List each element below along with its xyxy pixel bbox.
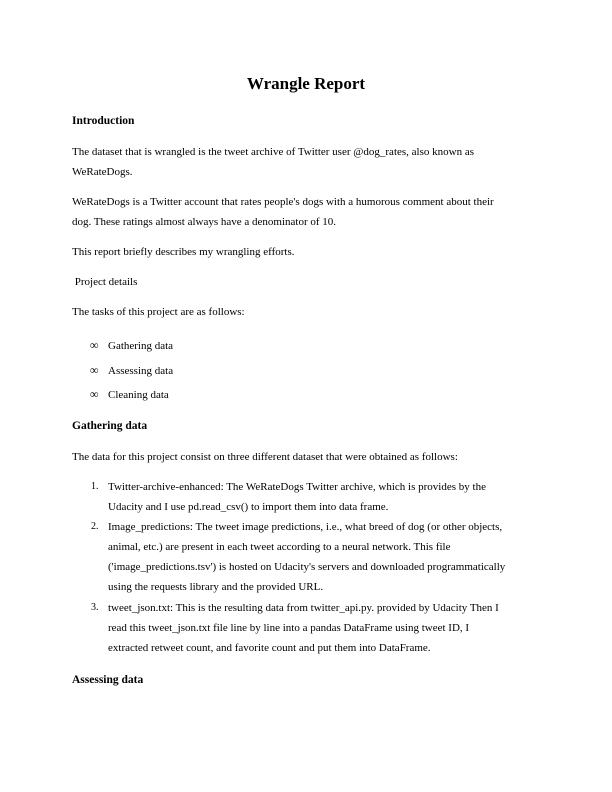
intro-p2-line: dog. These ratings almost always have a denominator of 10.	[72, 216, 337, 228]
heading-introduction: Introduction	[72, 115, 135, 127]
list-item-line: animal, etc.) are present in each tweet according to a neural network. This file	[108, 541, 451, 553]
infinity-bullet-icon: ∞	[90, 363, 99, 377]
intro-p1-line: WeRateDogs.	[72, 166, 133, 178]
intro-p3: This report briefly describes my wrangling efforts.	[72, 246, 295, 258]
infinity-bullet-icon: ∞	[90, 387, 99, 401]
tasks-intro: The tasks of this project are as follows:	[72, 306, 245, 318]
project-details-label: Project details	[72, 276, 138, 288]
list-item-line: using the requests library and the provided URL.	[108, 581, 324, 593]
intro-p1-line: The dataset that is wrangled is the tweet archive of Twitter user @dog_rates, also known as	[72, 146, 474, 158]
list-item-line: Image_predictions: The tweet image predictions, i.e., what breed of dog (or other objects,	[108, 521, 503, 533]
list-item-line: tweet_json.txt: This is the resulting data from twitter_api.py. provided by Udacity Then I	[108, 602, 499, 614]
list-item-line: extracted retweet count, and favorite count and put them into DataFrame.	[108, 642, 431, 654]
heading-assessing: Assessing data	[72, 674, 144, 686]
list-number: 3.	[91, 602, 99, 613]
intro-p2-line: WeRateDogs is a Twitter account that rates people's dogs with a humorous comment about their	[72, 196, 494, 208]
list-item-line: Twitter-archive-enhanced: The WeRateDogs Twitter archive, which is provides by the	[108, 481, 486, 493]
list-number: 2.	[91, 521, 99, 532]
gathering-intro: The data for this project consist on three different dataset that were obtained as follows:	[72, 451, 458, 463]
list-item-line: Udacity and I use pd.read_csv() to import them into data frame.	[108, 501, 389, 513]
task-item: Gathering data	[108, 340, 174, 352]
task-item: Cleaning data	[108, 389, 169, 401]
page-title: Wrangle Report	[246, 74, 366, 93]
list-item-line: ('image_predictions.tsv') is hosted on Udacity's servers and downloaded programmatically	[108, 561, 506, 573]
heading-gathering: Gathering data	[72, 420, 148, 432]
list-number: 1.	[91, 481, 99, 492]
task-item: Assessing data	[108, 365, 174, 377]
infinity-bullet-icon: ∞	[90, 338, 99, 352]
list-item-line: read this tweet_json.txt file line by line into a pandas DataFrame using tweet ID, I	[108, 622, 470, 634]
